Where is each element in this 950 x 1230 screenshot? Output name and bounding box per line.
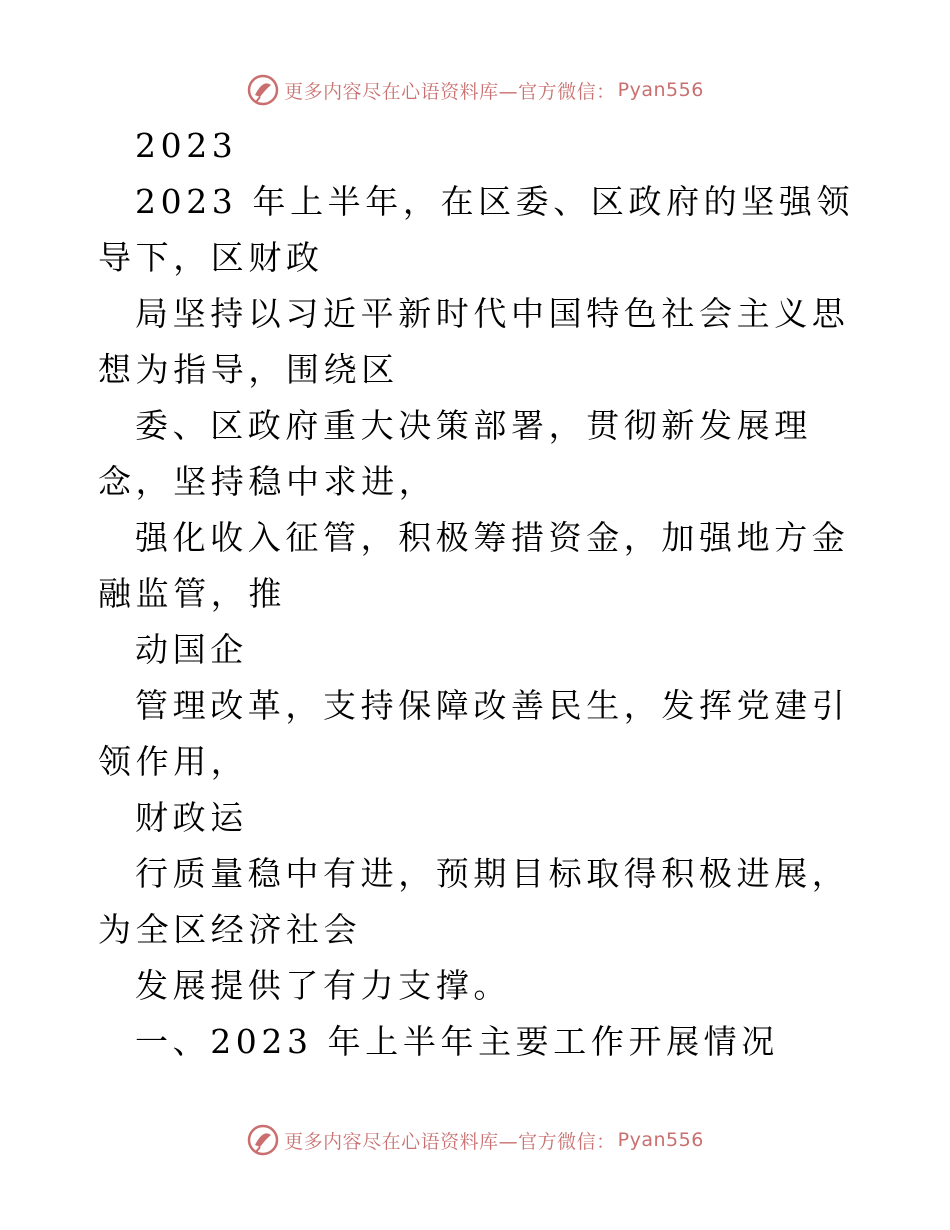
paragraph: 委、区政府重大决策部署，贯彻新发展理念，坚持稳中求进，: [98, 406, 812, 501]
watermark-text: 更多内容尽在心语资料库—官方微信：: [284, 1130, 616, 1153]
paragraph: 强化收入征管，积极筹措资金，加强地方金融监管，推: [98, 518, 850, 613]
paragraph: 局坚持以习近平新时代中国特色社会主义思想为指导，围绕区: [98, 294, 850, 389]
paragraph: 2023 年上半年，在区委、区政府的坚强领导下，区财政: [98, 182, 855, 277]
watermark-header: [0, 70, 950, 110]
library-logo-icon: [246, 73, 280, 107]
section-heading: 一、2023 年上半年主要工作开展情况: [135, 1022, 779, 1061]
paragraph: 管理改革，支持保障改善民生，发挥党建引领作用，: [98, 686, 850, 781]
watermark-wechat-id: Pyan556: [617, 79, 704, 101]
paragraph: 行质量稳中有进，预期目标取得积极进展，为全区经济社会: [98, 854, 850, 949]
paragraph-heading-year: 2023: [135, 126, 238, 165]
paragraph: 动国企: [135, 630, 248, 669]
paragraph: 财政运: [135, 798, 248, 837]
watermark-footer: [0, 1120, 950, 1160]
library-logo-icon: [246, 1123, 280, 1157]
paragraph: 发展提供了有力支撑。: [135, 966, 511, 1005]
document-body: [98, 118, 858, 1070]
watermark-wechat-id: Pyan556: [617, 1129, 704, 1151]
watermark-text: 更多内容尽在心语资料库—官方微信：: [284, 80, 616, 103]
